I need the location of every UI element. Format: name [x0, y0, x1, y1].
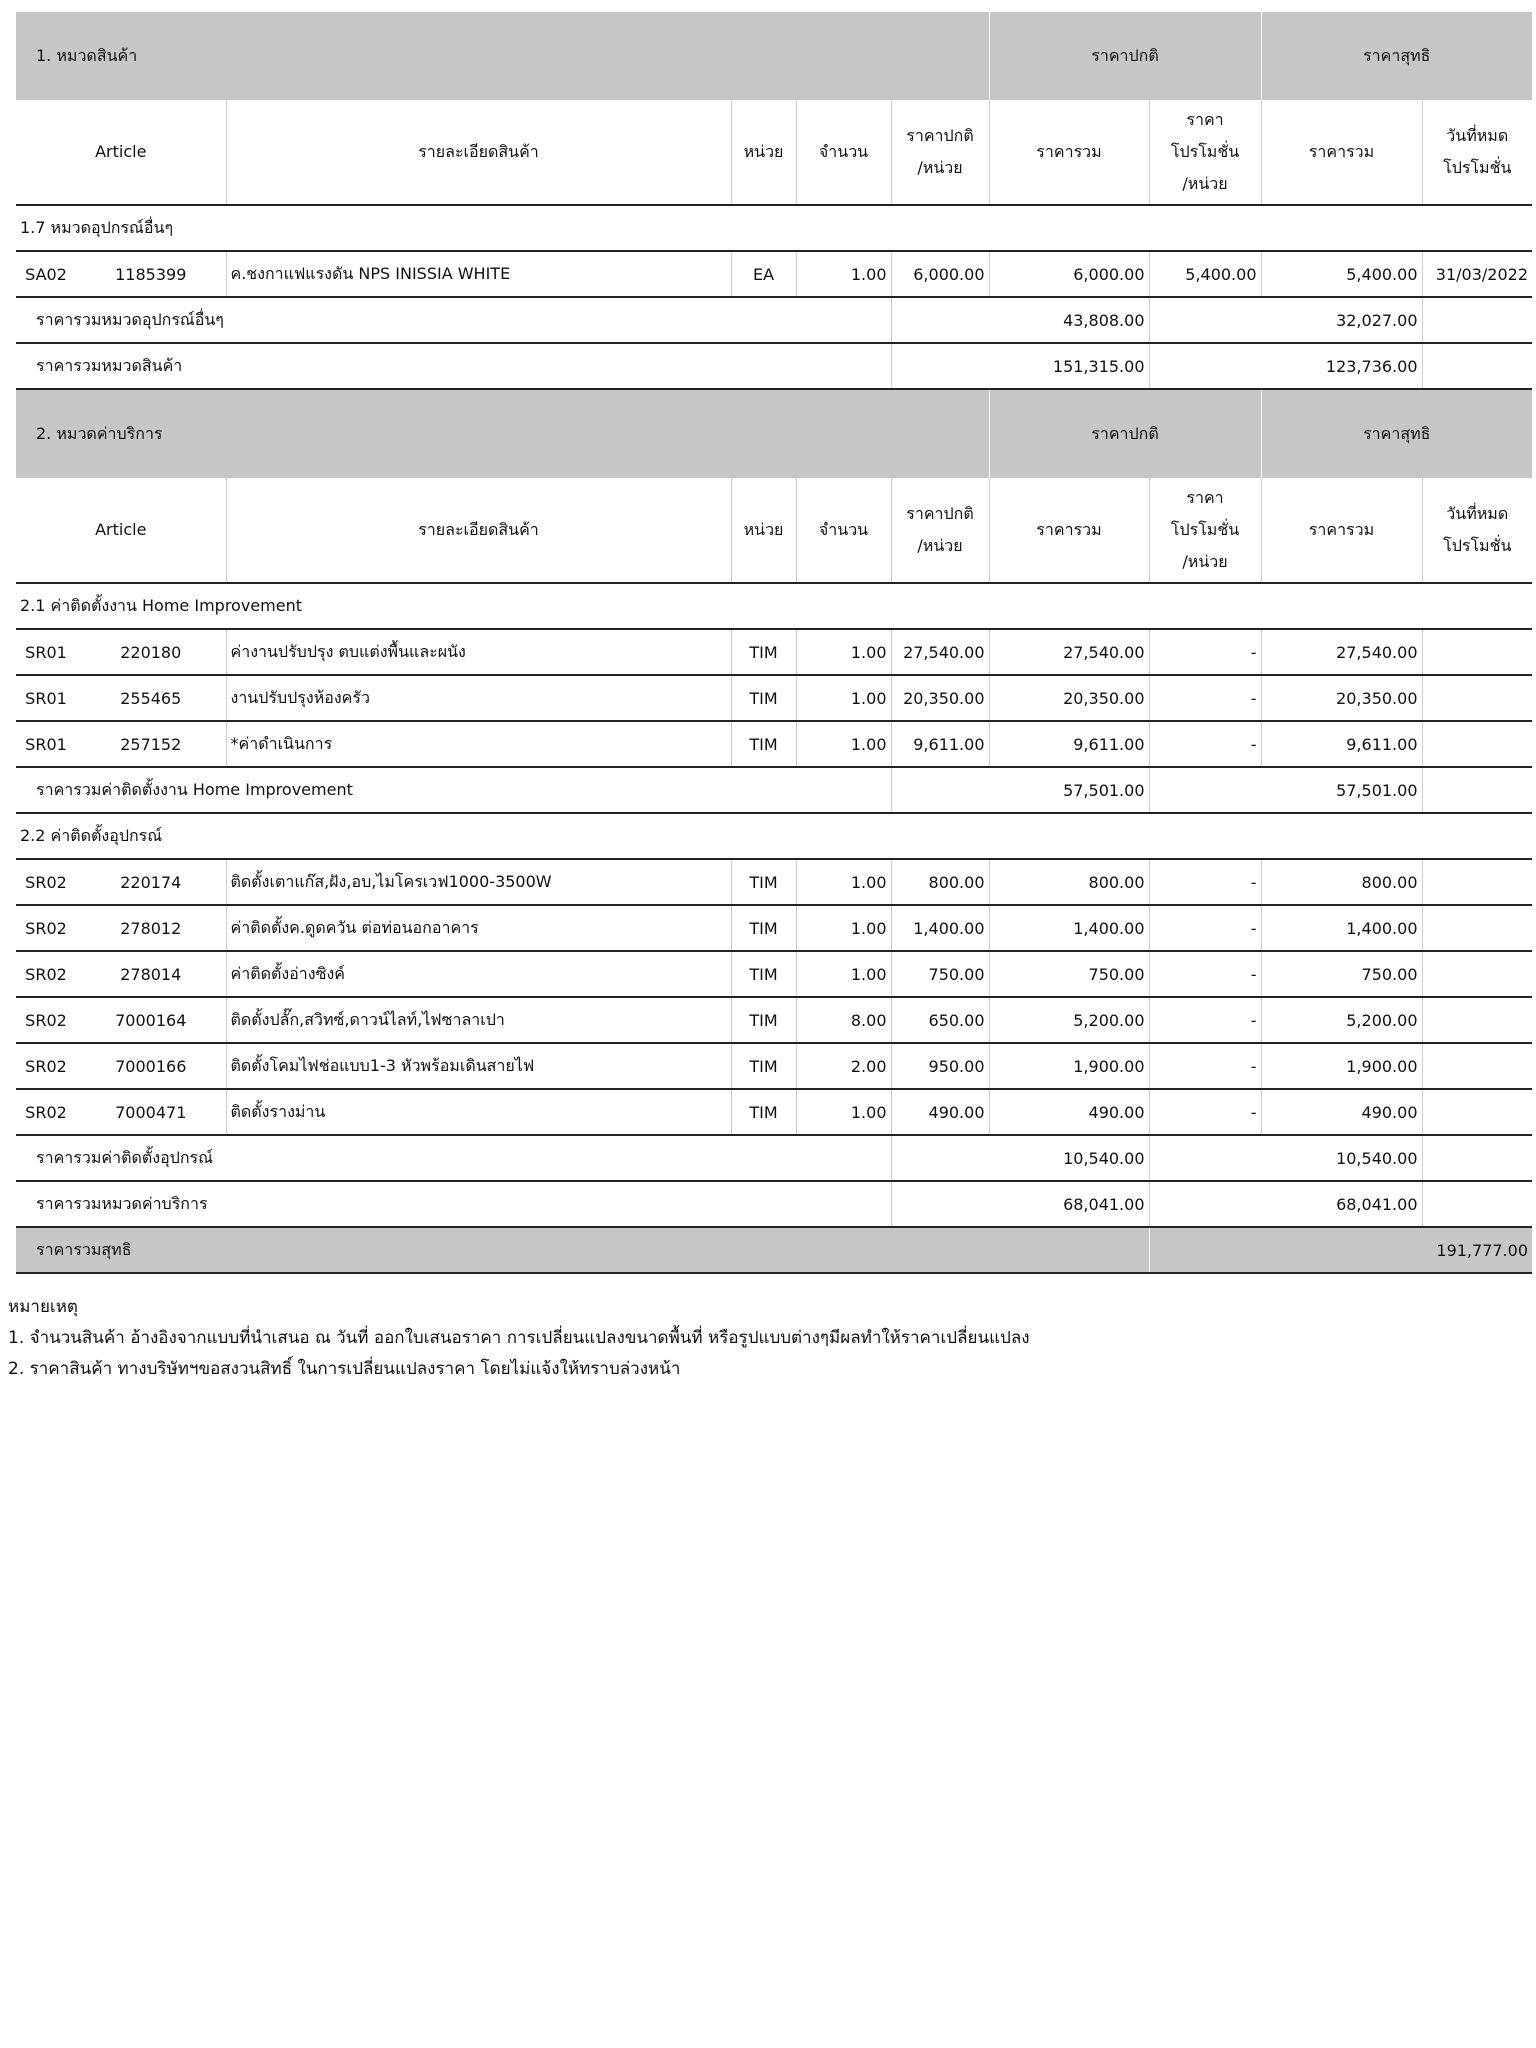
item-article: 278014: [76, 951, 226, 997]
col-unit-price: ราคาปกติ /หน่วย: [891, 478, 989, 583]
item-qty: 1.00: [796, 1089, 891, 1135]
col-promo-price: ราคา โปรโมชั่น /หน่วย: [1149, 478, 1261, 583]
col-unit: หน่วย: [731, 100, 796, 205]
item-unit: TIM: [731, 629, 796, 675]
grand-total-row: [16, 1227, 1532, 1273]
subtotal-total: 151,315.00: [989, 343, 1149, 389]
subtotal-row: [16, 767, 1532, 813]
item-description: ติดตั้งรางม่าน: [226, 1089, 731, 1135]
col-promo-end: วันที่หมด โปรโมชั่น: [1422, 478, 1532, 583]
subtotal-label: ราคารวมหมวดสินค้า: [16, 343, 891, 389]
item-promo-price: -: [1149, 1089, 1261, 1135]
item-promo-end: [1422, 951, 1532, 997]
item-promo-price: -: [1149, 721, 1261, 767]
item-total: 20,350.00: [989, 675, 1149, 721]
subtotal-row: [16, 1181, 1532, 1227]
item-unit: TIM: [731, 859, 796, 905]
item-unit-price: 800.00: [891, 859, 989, 905]
table-row: [16, 251, 1532, 297]
section-header-row: [16, 389, 1532, 478]
subtotal-spacer: [1149, 343, 1261, 389]
item-promo-price: -: [1149, 1043, 1261, 1089]
subtotal-spacer: [1422, 1135, 1532, 1181]
quotation-body: [16, 12, 1532, 1273]
item-unit-price: 750.00: [891, 951, 989, 997]
item-net-total: 490.00: [1261, 1089, 1422, 1135]
item-article: 220174: [76, 859, 226, 905]
item-article: 220180: [76, 629, 226, 675]
item-total: 6,000.00: [989, 251, 1149, 297]
item-unit-price: 1,400.00: [891, 905, 989, 951]
subtotal-spacer: [1149, 767, 1261, 813]
subtotal-row: [16, 343, 1532, 389]
subtotal-total: 10,540.00: [989, 1135, 1149, 1181]
col-qty: จำนวน: [796, 100, 891, 205]
table-row: [16, 905, 1532, 951]
item-article: 278012: [76, 905, 226, 951]
col-unit-price: ราคาปกติ /หน่วย: [891, 100, 989, 205]
item-article: 257152: [76, 721, 226, 767]
item-promo-price: -: [1149, 859, 1261, 905]
note-line: 1. จำนวนสินค้า อ้างอิงจากแบบที่นำเสนอ ณ วันที่ ออกใบเสนอราคา การเปลี่ยนแปลงขนาดพื้นที่ หรือรูปแบบต่างๆมีผลทำให้ราคาเปลี่ยนแปลง: [8, 1328, 1030, 1348]
item-article: 7000164: [76, 997, 226, 1043]
table-row: [16, 997, 1532, 1043]
item-unit-price: 9,611.00: [891, 721, 989, 767]
notes: [8, 1292, 1030, 1385]
table-row: [16, 951, 1532, 997]
item-promo-price: -: [1149, 905, 1261, 951]
item-article: 7000471: [76, 1089, 226, 1135]
subtotal-spacer: [891, 1181, 989, 1227]
normal-price-group-label: ราคาปกติ: [989, 389, 1261, 478]
table-row: [16, 1043, 1532, 1089]
subtotal-spacer: [891, 297, 989, 343]
item-total: 1,900.00: [989, 1043, 1149, 1089]
item-unit-price: 6,000.00: [891, 251, 989, 297]
subtotal-spacer: [1422, 767, 1532, 813]
item-net-total: 27,540.00: [1261, 629, 1422, 675]
grand-total-value: 191,777.00: [1149, 1227, 1532, 1273]
item-promo-end: [1422, 675, 1532, 721]
item-description: ติดตั้งปลั๊ก,สวิทซ์,ดาวน์ไลท์,ไฟซาลาเปา: [226, 997, 731, 1043]
col-total: ราคารวม: [989, 100, 1149, 205]
section-header-row: [16, 12, 1532, 100]
item-net-total: 5,400.00: [1261, 251, 1422, 297]
subtotal-spacer: [891, 767, 989, 813]
item-code: SR02: [16, 859, 76, 905]
subtotal-total: 43,808.00: [989, 297, 1149, 343]
item-unit: TIM: [731, 1043, 796, 1089]
table-row: [16, 1089, 1532, 1135]
item-total: 27,540.00: [989, 629, 1149, 675]
item-net-total: 800.00: [1261, 859, 1422, 905]
item-unit: TIM: [731, 675, 796, 721]
item-code: SR02: [16, 1089, 76, 1135]
item-description: ติดตั้งเตาแก๊ส,ฝัง,อบ,ไมโครเวฟ1000-3500W: [226, 859, 731, 905]
item-unit-price: 490.00: [891, 1089, 989, 1135]
item-code: SR01: [16, 629, 76, 675]
item-net-total: 1,900.00: [1261, 1043, 1422, 1089]
item-net-total: 750.00: [1261, 951, 1422, 997]
item-description: ค่าติดตั้งค.ดูดควัน ต่อท่อนอกอาคาร: [226, 905, 731, 951]
item-unit: TIM: [731, 905, 796, 951]
item-unit: TIM: [731, 1089, 796, 1135]
col-description: รายละเอียดสินค้า: [226, 478, 731, 583]
table-row: [16, 721, 1532, 767]
item-code: SA02: [16, 251, 76, 297]
item-net-total: 1,400.00: [1261, 905, 1422, 951]
item-qty: 1.00: [796, 675, 891, 721]
subcategory-title: 2.1 ค่าติดตั้งงาน Home Improvement: [16, 583, 1532, 629]
item-promo-price: -: [1149, 951, 1261, 997]
subtotal-label: ราคารวมหมวดอุปกรณ์อื่นๆ: [16, 297, 891, 343]
item-net-total: 20,350.00: [1261, 675, 1422, 721]
item-unit-price: 950.00: [891, 1043, 989, 1089]
item-promo-end: [1422, 629, 1532, 675]
item-qty: 8.00: [796, 997, 891, 1043]
subtotal-net: 10,540.00: [1261, 1135, 1422, 1181]
section-title: 2. หมวดค่าบริการ: [16, 389, 989, 478]
item-description: ติดตั้งโคมไฟช่อแบบ1-3 หัวพร้อมเดินสายไฟ: [226, 1043, 731, 1089]
item-code: SR02: [16, 951, 76, 997]
subcategory-title: 1.7 หมวดอุปกรณ์อื่นๆ: [16, 205, 1532, 251]
item-promo-price: 5,400.00: [1149, 251, 1261, 297]
col-qty: จำนวน: [796, 478, 891, 583]
subtotal-net: 32,027.00: [1261, 297, 1422, 343]
col-article: Article: [16, 100, 226, 205]
subtotal-label: ราคารวมหมวดค่าบริการ: [16, 1181, 891, 1227]
subtotal-spacer: [891, 1135, 989, 1181]
item-code: SR01: [16, 675, 76, 721]
subcategory-row: [16, 583, 1532, 629]
col-unit: หน่วย: [731, 478, 796, 583]
item-total: 750.00: [989, 951, 1149, 997]
item-code: SR02: [16, 997, 76, 1043]
grand-total-label: ราคารวมสุทธิ: [16, 1227, 1149, 1273]
net-price-group-label: ราคาสุทธิ: [1261, 389, 1532, 478]
item-qty: 2.00: [796, 1043, 891, 1089]
subtotal-spacer: [1422, 343, 1532, 389]
item-code: SR02: [16, 1043, 76, 1089]
item-promo-end: [1422, 721, 1532, 767]
col-description: รายละเอียดสินค้า: [226, 100, 731, 205]
notes-title: หมายเหตุ: [8, 1297, 78, 1317]
table-row: [16, 859, 1532, 905]
item-qty: 1.00: [796, 251, 891, 297]
item-net-total: 9,611.00: [1261, 721, 1422, 767]
col-promo-price: ราคา โปรโมชั่น /หน่วย: [1149, 100, 1261, 205]
item-code: SR02: [16, 905, 76, 951]
item-description: *ค่าดำเนินการ: [226, 721, 731, 767]
note-line: 2. ราคาสินค้า ทางบริษัทฯขอสงวนสิทธิ์ ในการเปลี่ยนแปลงราคา โดยไม่แจ้งให้ทราบล่วงหน้า: [8, 1359, 681, 1379]
item-qty: 1.00: [796, 721, 891, 767]
subtotal-spacer: [1149, 1181, 1261, 1227]
subtotal-net: 123,736.00: [1261, 343, 1422, 389]
item-description: ค.ชงกาแฟแรงดัน NPS INISSIA WHITE: [226, 251, 731, 297]
item-promo-end: [1422, 997, 1532, 1043]
subtotal-total: 57,501.00: [989, 767, 1149, 813]
item-promo-end: [1422, 905, 1532, 951]
quotation-table: [16, 12, 1532, 1274]
subtotal-spacer: [1422, 1181, 1532, 1227]
item-promo-end: [1422, 1043, 1532, 1089]
item-unit: TIM: [731, 951, 796, 997]
item-net-total: 5,200.00: [1261, 997, 1422, 1043]
col-total: ราคารวม: [989, 478, 1149, 583]
item-article: 7000166: [76, 1043, 226, 1089]
subtotal-net: 68,041.00: [1261, 1181, 1422, 1227]
subtotal-spacer: [1422, 297, 1532, 343]
col-article: Article: [16, 478, 226, 583]
item-description: ค่าติดตั้งอ่างซิงค์: [226, 951, 731, 997]
item-code: SR01: [16, 721, 76, 767]
table-row: [16, 675, 1532, 721]
item-total: 800.00: [989, 859, 1149, 905]
item-description: ค่างานปรับปรุง ตบแต่งพื้นและผนัง: [226, 629, 731, 675]
subtotal-total: 68,041.00: [989, 1181, 1149, 1227]
item-qty: 1.00: [796, 629, 891, 675]
item-unit: TIM: [731, 721, 796, 767]
column-header-row: [16, 478, 1532, 583]
section-title: 1. หมวดสินค้า: [16, 12, 989, 100]
subcategory-row: [16, 205, 1532, 251]
table-row: [16, 629, 1532, 675]
item-promo-end: 31/03/2022: [1422, 251, 1532, 297]
item-qty: 1.00: [796, 951, 891, 997]
item-total: 1,400.00: [989, 905, 1149, 951]
col-net-total: ราคารวม: [1261, 100, 1422, 205]
item-article: 255465: [76, 675, 226, 721]
subtotal-label: ราคารวมค่าติดตั้งอุปกรณ์: [16, 1135, 891, 1181]
item-total: 490.00: [989, 1089, 1149, 1135]
item-unit-price: 27,540.00: [891, 629, 989, 675]
item-total: 9,611.00: [989, 721, 1149, 767]
col-net-total: ราคารวม: [1261, 478, 1422, 583]
item-promo-price: -: [1149, 629, 1261, 675]
subtotal-net: 57,501.00: [1261, 767, 1422, 813]
subtotal-spacer: [1149, 1135, 1261, 1181]
item-unit-price: 650.00: [891, 997, 989, 1043]
item-promo-end: [1422, 859, 1532, 905]
subtotal-spacer: [1149, 297, 1261, 343]
item-qty: 1.00: [796, 905, 891, 951]
item-promo-price: -: [1149, 997, 1261, 1043]
subtotal-label: ราคารวมค่าติดตั้งงาน Home Improvement: [16, 767, 891, 813]
item-unit-price: 20,350.00: [891, 675, 989, 721]
item-article: 1185399: [76, 251, 226, 297]
item-total: 5,200.00: [989, 997, 1149, 1043]
col-promo-end: วันที่หมด โปรโมชั่น: [1422, 100, 1532, 205]
item-description: งานปรับปรุงห้องครัว: [226, 675, 731, 721]
item-qty: 1.00: [796, 859, 891, 905]
item-promo-price: -: [1149, 675, 1261, 721]
item-unit: TIM: [731, 997, 796, 1043]
item-unit: EA: [731, 251, 796, 297]
subtotal-row: [16, 1135, 1532, 1181]
item-promo-end: [1422, 1089, 1532, 1135]
subcategory-title: 2.2 ค่าติดตั้งอุปกรณ์: [16, 813, 1532, 859]
normal-price-group-label: ราคาปกติ: [989, 12, 1261, 100]
subtotal-spacer: [891, 343, 989, 389]
net-price-group-label: ราคาสุทธิ: [1261, 12, 1532, 100]
column-header-row: [16, 100, 1532, 205]
subtotal-row: [16, 297, 1532, 343]
subcategory-row: [16, 813, 1532, 859]
